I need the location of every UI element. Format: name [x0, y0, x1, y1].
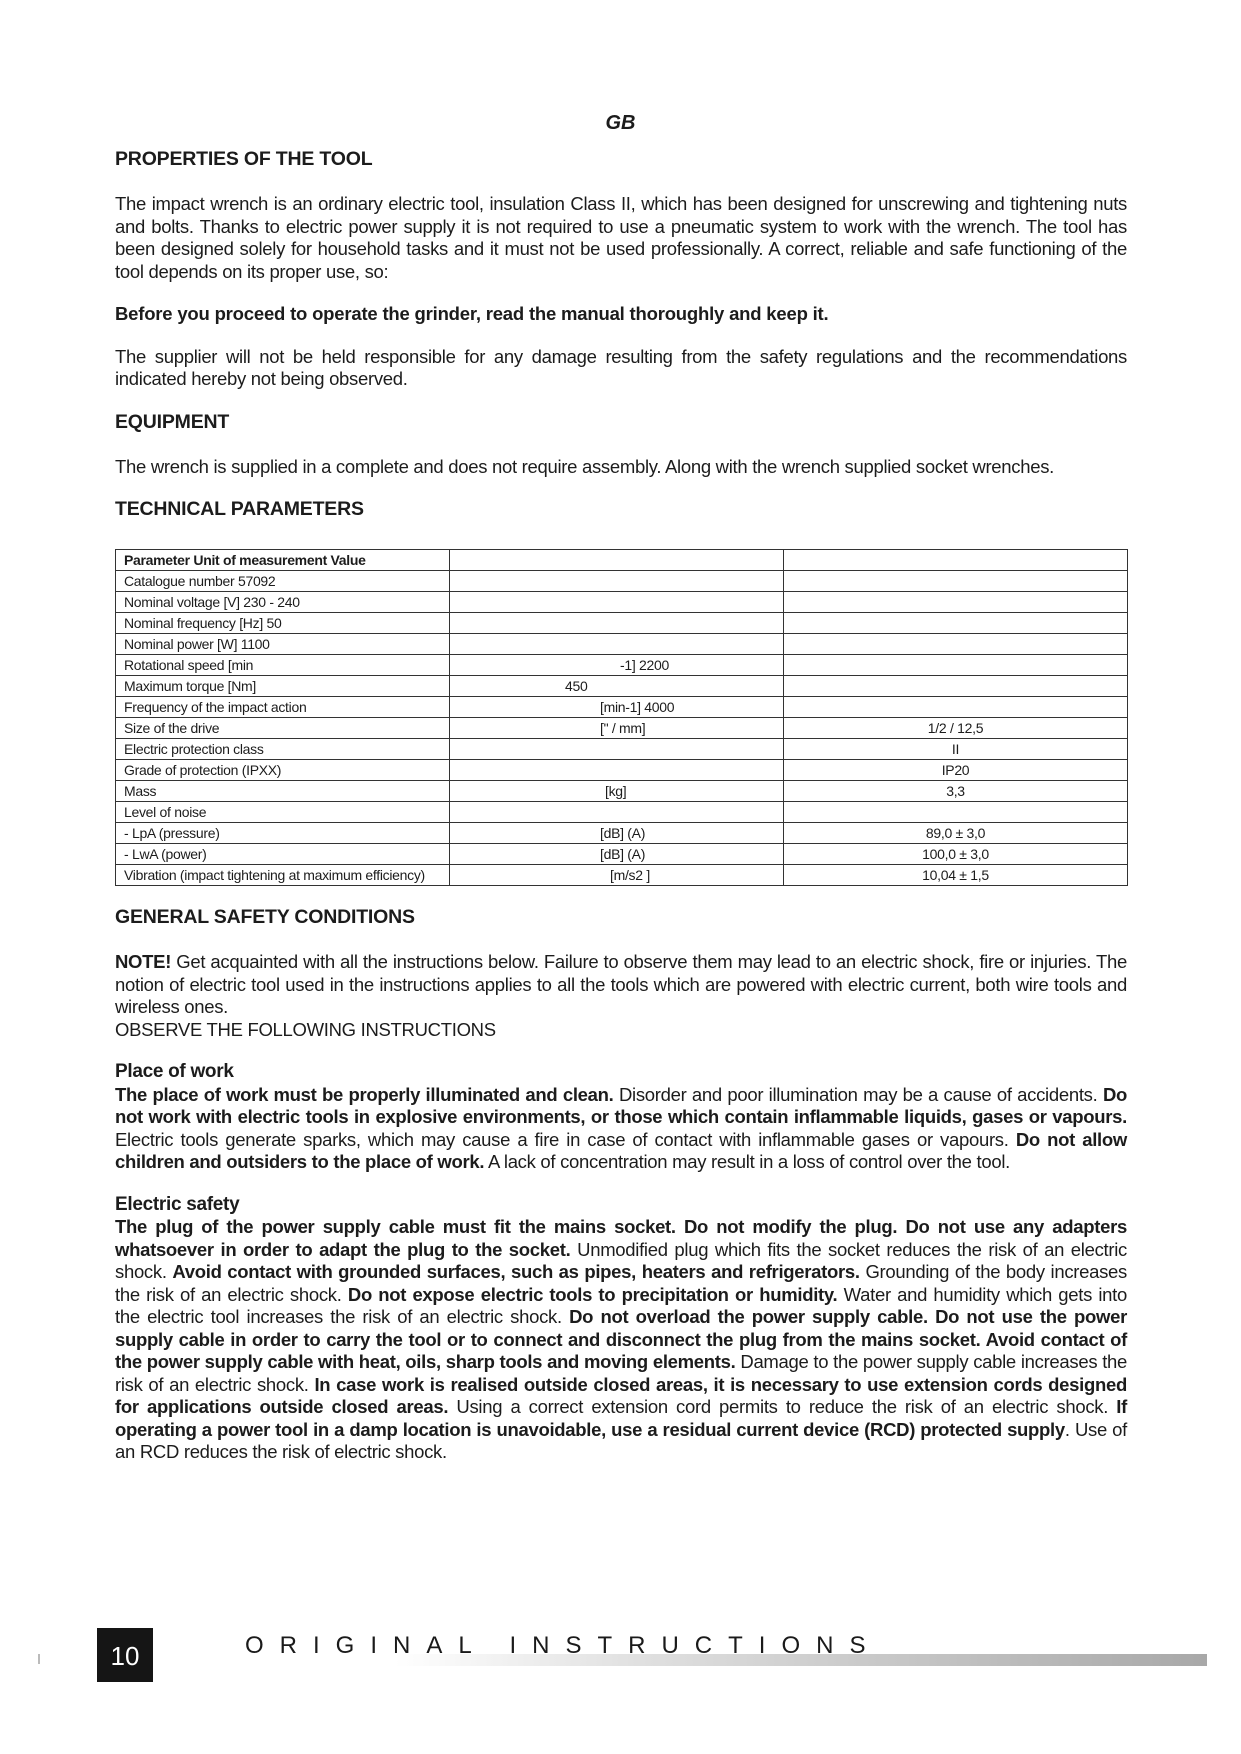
table-cell: Electric protection class — [116, 739, 450, 760]
table-cell: Frequency of the impact action — [116, 697, 450, 718]
table-row — [116, 697, 1128, 718]
table-row — [116, 550, 1128, 571]
table-cell — [450, 739, 784, 760]
table-cell — [450, 571, 784, 592]
table-row — [116, 613, 1128, 634]
table-cell — [784, 613, 1128, 634]
table-cell: - LwA (power) — [116, 844, 450, 865]
main-content — [115, 148, 1127, 1464]
table-cell — [784, 655, 1128, 676]
body-text: Water and humidity which gets into the electric tool increases the risk of an electric shock. — [115, 1283, 1128, 1327]
table-cell: II — [784, 739, 1128, 760]
table-cell — [450, 634, 784, 655]
body-text: Using a correct extension cord permits to reduce the risk of an electric shock. — [448, 1396, 1117, 1417]
table-cell: Nominal power [W] 1100 — [116, 634, 450, 655]
table-cell: Size of the drive — [116, 718, 450, 739]
table-cell: IP20 — [784, 760, 1128, 781]
table-cell — [784, 802, 1128, 823]
table-cell: -1] 2200 — [450, 655, 784, 676]
heading-properties: PROPERTIES OF THE TOOL — [115, 148, 373, 170]
note-paragraph — [115, 951, 1127, 1019]
table-cell: [" / mm] — [450, 718, 784, 739]
table-cell — [784, 571, 1128, 592]
heading-technical: TECHNICAL PARAMETERS — [115, 498, 364, 520]
table-cell — [450, 802, 784, 823]
table-cell: Catalogue number 57092 — [116, 571, 450, 592]
table-cell: Vibration (impact tightening at maximum efficiency) — [116, 865, 450, 886]
table-cell — [784, 634, 1128, 655]
table-row — [116, 592, 1128, 613]
table-cell: [m/s2 ] — [450, 865, 784, 886]
note-text: Get acquainted with all the instructions below. Failure to observe them may lead to an electric shock, fire or injuries. The notion of electric tool used in the instructions applies to all the tools which are powered with electric current, both wire tools and wireless ones. — [115, 951, 1127, 1017]
bold-text: In case work is realised outside closed areas, it is necessary to use extension cords designed for applications outside closed areas. — [115, 1373, 1127, 1417]
table-row — [116, 865, 1128, 886]
table-cell: [dB] (A) — [450, 823, 784, 844]
body-text: . Use of an RCD reduces the risk of electric shock. — [115, 1418, 1127, 1462]
table-cell: Mass — [116, 781, 450, 802]
table-cell — [784, 592, 1128, 613]
table-cell — [784, 550, 1128, 571]
bold-text: Do not allow children and outsiders to the place of work. — [115, 1128, 1127, 1172]
table-cell: [min-1] 4000 — [450, 697, 784, 718]
table-row — [116, 823, 1128, 844]
table-cell — [784, 676, 1128, 697]
table-cell: Level of noise — [116, 802, 450, 823]
table-cell: Nominal frequency [Hz] 50 — [116, 613, 450, 634]
note-label: NOTE! — [115, 951, 172, 972]
body-text: Electric tools generate sparks, which may cause a fire in case of contact with inflammable gases or vapours. — [115, 1128, 1016, 1150]
table-cell — [784, 697, 1128, 718]
supplier-paragraph: The supplier will not be held responsible for any damage resulting from the safety regulations and the recommendations indicated hereby not being observed. — [115, 345, 1127, 389]
table-row — [116, 655, 1128, 676]
bold-text: The place of work must be properly illuminated and clean. — [115, 1083, 614, 1105]
table-cell: Maximum torque [Nm] — [116, 676, 450, 697]
equipment-paragraph: The wrench is supplied in a complete and does not require assembly. Along with the wrench supplied socket wrenches. — [115, 455, 1055, 477]
table-cell — [450, 613, 784, 634]
table-cell: Parameter Unit of measurement Value — [116, 550, 450, 571]
table-row — [116, 718, 1128, 739]
bold-text: Do not expose electric tools to precipitation or humidity. — [347, 1283, 838, 1305]
body-text: Damage to the power supply cable increases the risk of an electric shock. — [115, 1351, 1128, 1395]
table-cell: 1/2 / 12,5 — [784, 718, 1128, 739]
table-row — [116, 634, 1128, 655]
body-text: Unmodified plug which fits the socket reduces the risk of an electric shock. — [115, 1238, 1127, 1282]
table-cell — [450, 592, 784, 613]
table-cell: [kg] — [450, 781, 784, 802]
table-cell: 89,0 ± 3,0 — [784, 823, 1128, 844]
electric-safety-paragraph — [115, 1216, 1127, 1464]
observe-line: OBSERVE THE FOLLOWING INSTRUCTIONS — [115, 1018, 496, 1040]
table-row — [116, 802, 1128, 823]
heading-equipment: EQUIPMENT — [115, 410, 230, 433]
table-cell — [450, 760, 784, 781]
language-code: GB — [605, 112, 636, 134]
bold-text: If operating a power tool in a damp location is unavoidable, use a residual current device (RCD) protected supply — [115, 1396, 1127, 1440]
table-cell: Nominal voltage [V] 230 - 240 — [116, 592, 450, 613]
table-cell: - LpA (pressure) — [116, 823, 450, 844]
subheading-electric-safety: Electric safety — [115, 1193, 240, 1215]
margin-mark — [38, 1654, 40, 1664]
page-number: 10 — [97, 1628, 153, 1682]
properties-bold-notice: Before you proceed to operate the grinder, read the manual thoroughly and keep it. — [115, 303, 829, 324]
table-row — [116, 571, 1128, 592]
bold-text: Do not work with electric tools in explosive environments, or those which contain inflammable liquids, gases or vapours. — [115, 1083, 1127, 1127]
table-row — [116, 676, 1128, 697]
table-cell: [dB] (A) — [450, 844, 784, 865]
table-cell: 10,04 ± 1,5 — [784, 865, 1128, 886]
table-cell: 100,0 ± 3,0 — [784, 844, 1128, 865]
bold-text: Avoid contact with grounded surfaces, such as pipes, heaters and refrigerators. — [172, 1261, 860, 1282]
table-row — [116, 739, 1128, 760]
table-cell: 3,3 — [784, 781, 1128, 802]
table-cell: Grade of protection (IPXX) — [116, 760, 450, 781]
table-row — [116, 760, 1128, 781]
technical-parameters-table — [115, 549, 1128, 886]
body-text: A lack of concentration may result in a loss of control over the tool. — [484, 1151, 1010, 1172]
body-text: Disorder and poor illumination may be a cause of accidents. — [613, 1083, 1103, 1105]
subheading-place-of-work: Place of work — [115, 1061, 234, 1082]
heading-safety: GENERAL SAFETY CONDITIONS — [115, 906, 415, 928]
body-text: Grounding of the body increases the risk of an electric shock. — [115, 1261, 1127, 1305]
table-cell — [450, 550, 784, 571]
table-row — [116, 781, 1128, 802]
table-row — [116, 844, 1128, 865]
table-cell: Rotational speed [min — [116, 655, 450, 676]
footer-title: ORIGINAL INSTRUCTIONS — [245, 1632, 882, 1659]
properties-paragraph: The impact wrench is an ordinary electric tool, insulation Class II, which has been designed for unscrewing and tightening nuts and bolts. Thanks to electric power supply it is not required to use a pneumatic system to work with the wrench. The tool has been designed solely for household tasks and it must not be used professionally. A correct, reliable and safe functioning of the tool depends on its proper use, so: — [115, 193, 1127, 282]
bold-text: The plug of the power supply cable must fit the mains socket. Do not modify the plug. Do not use any adapters whatsoever in order to adapt the plug to the socket. — [115, 1216, 1127, 1260]
bold-text: Do not overload the power supply cable. Do not use the power supply cable in order to carry the tool or to connect and disconnect the plug from the mains socket. Avoid contact of the power supply cable with heat, oils, sharp tools and moving elements. — [115, 1306, 1127, 1372]
table-cell: 450 — [450, 676, 784, 697]
place-of-work-paragraph — [115, 1084, 1127, 1174]
